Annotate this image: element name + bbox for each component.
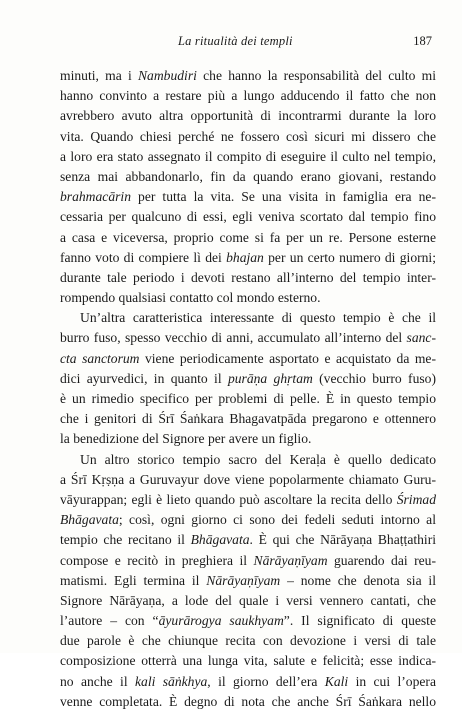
text-run: ”. Il significato di queste	[283, 613, 436, 629]
text-run: minuti, ma i	[60, 68, 138, 83]
body-text	[60, 66, 436, 712]
text-line	[60, 409, 436, 429]
italic-term: purāṇa ghṛtam	[227, 370, 313, 386]
text-line	[60, 248, 436, 268]
text-run: . È qui che Nārāyaṇa Bhaṭṭathiri	[249, 532, 437, 548]
text-line	[60, 611, 436, 631]
text-run: viene periodicamente asportato e acquistato da me-	[139, 350, 436, 366]
text-run: a casa e viceversa, proprio come si fa per un re. Persone esterne	[60, 229, 436, 245]
text-line	[60, 651, 436, 671]
text-line	[60, 470, 436, 490]
running-head: La ritualità dei templi	[178, 34, 293, 48]
text-line	[60, 551, 436, 571]
italic-term: Nārāyaṇīyam	[206, 572, 281, 588]
text-run: ; così, ogni giorno ci sono dei fedeli seduti intorno al	[118, 512, 436, 528]
text-line	[60, 268, 436, 288]
text-run: rompendo qualsiasi contatto col mondo esterno.	[60, 290, 321, 306]
text-line	[60, 207, 436, 227]
text-run: l’autore – con “	[60, 613, 159, 629]
text-line	[60, 187, 436, 207]
text-line	[60, 147, 436, 167]
text-line	[60, 530, 436, 550]
text-run: (vecchio burro fuso)	[312, 370, 436, 386]
text-line	[60, 672, 436, 692]
text-line	[60, 288, 436, 308]
italic-term: āyurārogya saukhyam	[158, 613, 284, 629]
text-run: dici ayurvedici, in quanto il	[60, 370, 228, 386]
text-line	[60, 328, 436, 348]
text-run: Un altro storico tempio sacro del Keraḷa è quello dedicato	[80, 451, 436, 467]
text-line	[60, 571, 436, 591]
text-line	[60, 66, 436, 86]
italic-term: sanc-	[406, 330, 436, 346]
text-run: guarendo dai reu-	[327, 552, 437, 568]
text-run: è un rimedio specifico per problemi di pelle. È in questo tempio	[60, 391, 436, 406]
italic-term: Nārāyaṇīyam	[253, 552, 328, 568]
italic-term: Śrimad	[396, 491, 436, 507]
italic-term: Nambudiri	[137, 68, 197, 83]
text-run: tempio che recitano il	[60, 532, 191, 548]
text-run: fanno voto di compiere lì dei	[60, 249, 227, 265]
text-run: a Śrī Kṛṣṇa a Guruvayur dove viene popolarmente chiamato Guru-	[60, 471, 436, 487]
text-run: per un certo numero di giorni;	[263, 249, 436, 265]
text-run: che hanno la responsabilità del culto mi	[196, 68, 437, 83]
italic-term: brahmacārin	[60, 189, 131, 205]
text-line	[60, 106, 436, 126]
text-line	[60, 127, 436, 147]
text-run: senza mai abbandonarlo, fin da quando erano giovani, restando	[60, 168, 436, 184]
text-run: durante tale periodo i devoti restano all’interno del tempio inter-	[60, 269, 436, 285]
text-run: , il giorno dell’era	[207, 673, 325, 689]
text-run: Signore Nārāyaṇa, a lode del quale i versi vennero cantati, che	[60, 592, 436, 608]
text-run: cessaria per qualcuno di essi, egli veniva scortato dal tempio fino	[60, 209, 436, 225]
text-run: – nome che denota sia il	[280, 572, 436, 588]
text-line	[60, 591, 436, 611]
text-line	[60, 389, 436, 409]
text-line	[60, 167, 436, 187]
italic-term: kali sāṅkhya	[134, 673, 208, 689]
text-line	[60, 228, 436, 248]
italic-term: Bhāgavata	[60, 512, 119, 528]
text-run: avrebbero avuto altra opportunità di incontrarmi durante la loro	[60, 108, 436, 124]
italic-term: cta sanctorum	[60, 350, 140, 366]
text-line	[60, 490, 436, 510]
text-run: la benedizione del Signore per avere un figlio.	[60, 431, 312, 447]
text-line	[60, 86, 436, 106]
italic-term: Kali	[324, 673, 349, 689]
text-run: vita. Quando chiesi perché ne fossero così sicuri mi dissero che	[60, 128, 436, 144]
page-number: 187	[413, 34, 432, 48]
text-run: compose e recitò in preghiera il	[60, 552, 254, 568]
text-line	[60, 510, 436, 530]
text-line	[60, 349, 436, 369]
text-run: matismi. Egli termina il	[60, 572, 207, 588]
text-line	[60, 369, 436, 389]
text-line	[60, 429, 436, 449]
text-run: a loro era stato assegnato il compito di eseguire il culto nel tempio,	[60, 148, 436, 164]
text-run: in cui l’opera	[348, 673, 436, 689]
text-run: per tutta la vita. Se una visita in famiglia era ne-	[131, 189, 436, 205]
text-run: composizione otterrà una lunga vita, salute e felicità; esse indica-	[60, 653, 436, 669]
text-run: che i genitori di Śrī Śaṅkara Bhagavatpāda pregarono e ottennero	[60, 411, 436, 427]
italic-term: bhajan	[226, 249, 264, 265]
text-line	[60, 692, 436, 712]
italic-term: Bhāgavata	[190, 532, 250, 548]
text-line	[60, 450, 436, 470]
text-run: hanno convinto a restare più a lungo adducendo il fatto che non	[60, 88, 436, 104]
text-line	[60, 308, 436, 328]
text-line	[60, 631, 436, 651]
text-run: vāyurappan; egli è lieto quando può ascoltare la recita dello	[60, 491, 397, 507]
text-run: burro fuso, spesso vecchio di anni, accumulato all’interno del	[60, 330, 407, 346]
text-run: Un’altra caratteristica interessante di questo tempio è che il	[80, 310, 436, 326]
text-run: venne completata. È degno di nota che anche Śrī Śaṅkara nello	[60, 693, 436, 709]
text-run: due parole è che chiunque recita con devozione i versi di tale	[60, 633, 436, 649]
text-run: no anche il	[60, 673, 135, 689]
